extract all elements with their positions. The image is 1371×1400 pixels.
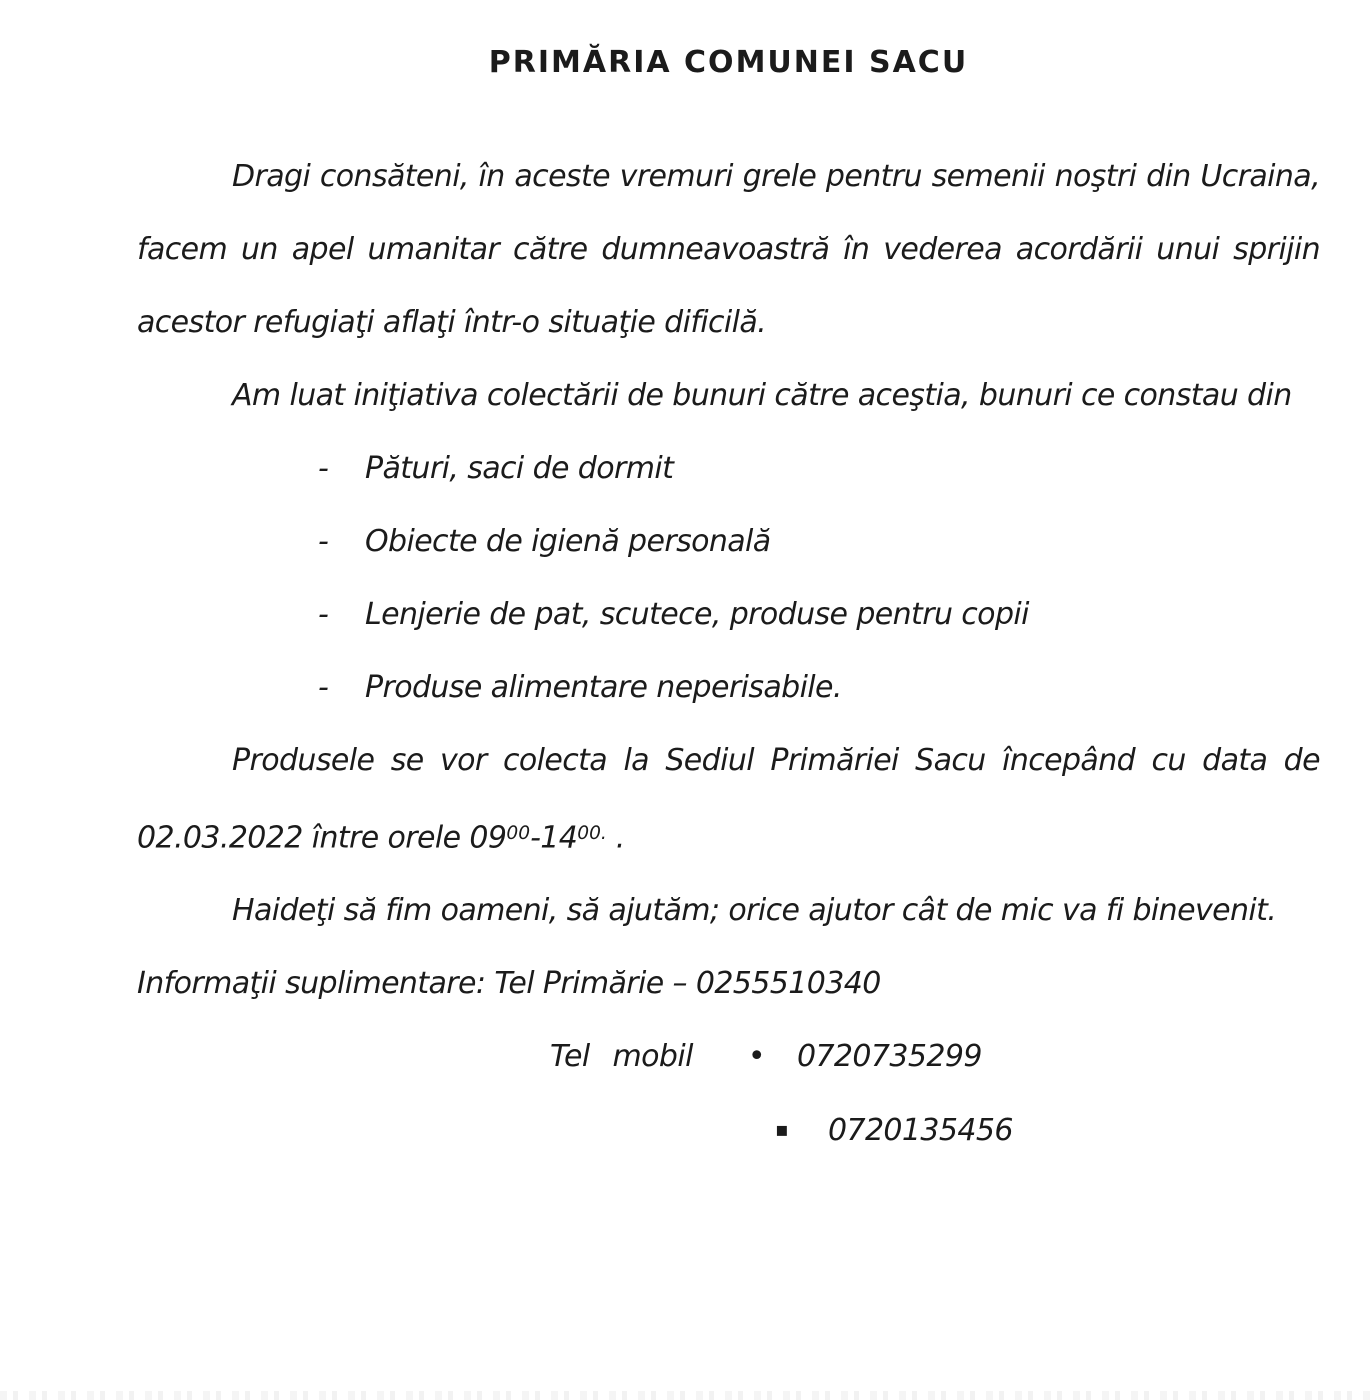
list-item — [318, 578, 1320, 651]
donation-list — [137, 432, 1320, 724]
mobile-label: Tel mobil — [550, 1039, 693, 1075]
list-item — [318, 432, 1320, 505]
dash-bullet-icon: - — [318, 670, 329, 705]
schedule-text: -14 — [530, 820, 578, 856]
list-item — [318, 505, 1320, 578]
dash-bullet-icon: - — [318, 597, 329, 632]
mobile-number-1: 0720735299 — [796, 1039, 982, 1075]
paragraph-closing: Haideţi să fim oameni, să ajutăm; orice ajutor cât de mic va fi binevenit. — [232, 893, 1277, 929]
list-item-label: Obiecte de igienă personală — [365, 524, 771, 559]
document-body — [137, 140, 1320, 1167]
schedule-text: Produsele se vor colecta la Sediul Primăriei Sacu începând cu data de 02.03.2022 între orele 09 — [137, 743, 1320, 856]
contact-mobile-line-2 — [775, 1093, 1320, 1167]
hours-superscript: 00. — [577, 823, 607, 844]
scan-artifact-strip — [0, 1391, 1371, 1400]
page-title: PRIMĂRIA COMUNEI SACU — [488, 45, 969, 80]
list-item-label: Pături, saci de dormit — [365, 451, 674, 486]
list-item — [318, 651, 1320, 724]
schedule-text: . — [606, 820, 625, 856]
paragraph-intro: Dragi consăteni, în aceste vremuri grele pentru semenii noştri din Ucraina, facem un apel umanitar către dumneavoastră în vederea acordării unui sprijin acestor refugiaţi aflaţi într-o situaţie dificilă. — [137, 159, 1320, 340]
list-item-label: Lenjerie de pat, scutece, produse pentru copii — [365, 597, 1029, 632]
square-bullet-icon: ▪ — [775, 1117, 788, 1142]
hours-superscript: 00 — [506, 823, 531, 844]
mobile-number-2: 0720135456 — [827, 1113, 1013, 1149]
contact-info-line: Informaţii suplimentare: Tel Primărie – 0255510340 — [137, 966, 881, 1002]
paragraph-initiative: Am luat iniţiativa colectării de bunuri către aceştia, bunuri ce constau din — [232, 378, 1292, 413]
dash-bullet-icon: - — [318, 524, 329, 559]
paragraph-collection-schedule — [137, 724, 1320, 874]
list-item-label: Produse alimentare neperisabile. — [365, 670, 842, 705]
contact-mobile-line-1 — [550, 1020, 1320, 1093]
round-bullet-icon: • — [747, 1039, 765, 1075]
dash-bullet-icon: - — [318, 451, 329, 486]
